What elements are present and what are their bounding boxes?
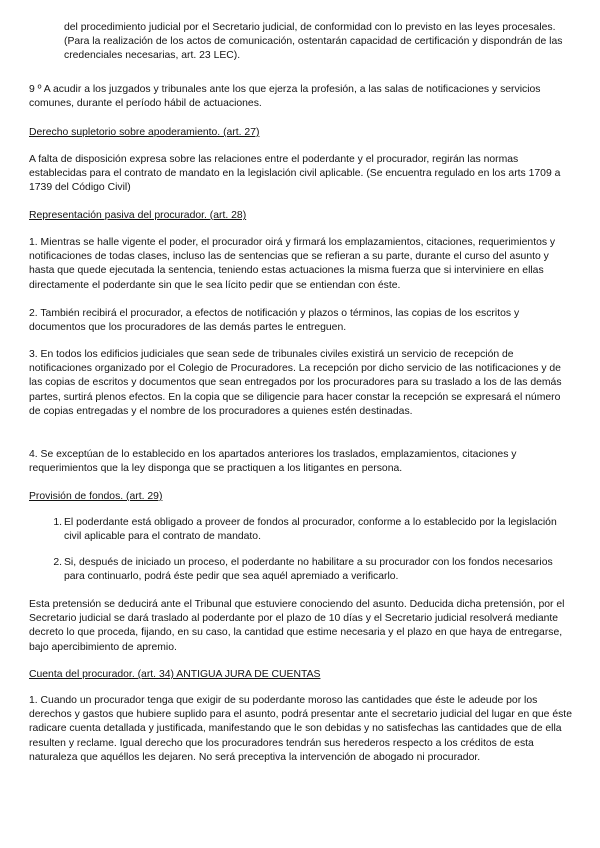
section-heading-provision-fondos: Provisión de fondos. (art. 29) — [29, 491, 163, 502]
section-heading-cuenta-procurador: Cuenta del procurador. (art. 34) ANTIGUA JURA DE CUENTAS — [29, 669, 321, 680]
paragraph-cuenta-1: 1. Cuando un procurador tenga que exigir de su poderdante moroso las cantidades que éste le adeude por los derechos y gastos que hubiere suplido para el asunto, podrá presentar ante el secretario judicial del lugar en que éste radicare cuenta detallada y justificada, manifestando que le son debidas y no satisfechas las cantidades que de ella resulten y reclame. Igual derecho que los procuradores tendrán sus herederos respecto a los créditos de esta naturaleza que aquéllos les dejaren. No será preceptiva la intervención de abogado ni procurador. — [29, 695, 572, 763]
paragraph-pretension: Esta pretensión se deducirá ante el Tribunal que estuviere conociendo del asunto. Deducida dicha pretensión, por el Secretario judicial se dará traslado al poderdante por el plazo de 10 días y el Secretario judicial resolverá mediante decreto lo que proceda, fijando, en su caso, la cantidad que estime necesaria y el plazo en que haya de entregarse, bajo apercibimiento de apremio. — [29, 599, 565, 653]
paragraph-representacion-3: 3. En todos los edificios judiciales que sean sede de tribunales civiles existirá un servicio de recepción de notificaciones organizado por el Colegio de Procuradores. La recepción por dicho servicio de las notificaciones y de las copias de escritos y documentos que sean entregados por los procuradores para su traslado a los de las demás partes, surtirá plenos efectos. En la copia que se diligencie para hacer constar la recepción se expresará el número de copias entregadas y el nombre de los procuradores a quienes estén destinadas. — [29, 349, 562, 417]
list-text: Si, después de iniciado un proceso, el poderdante no habilitare a su procurador con los fondos necesarios para continuarlo, podrá éste pedir que sea aquél apremiado a verificarlo. — [64, 557, 553, 583]
paragraph-derecho-supletorio: A falta de disposición expresa sobre las relaciones entre el poderdante y el procurador, regirán las normas establecidas para el contrato de mandato en la legislación civil aplicable. (Se encuentra regulado en los arts 1709 a 1739 del Código Civil) — [29, 154, 561, 194]
section-heading-representacion-pasiva: Representación pasiva del procurador. (art. 28) — [29, 210, 247, 221]
list-text: El poderdante está obligado a proveer de fondos al procurador, conforme a lo establecido por la legislación civil aplicable para el contrato de mandato. — [64, 517, 557, 543]
paragraph-representacion-1: 1. Mientras se halle vigente el poder, el procurador oirá y firmará los emplazamientos, citaciones, requerimientos y notificaciones de todas clases, incluso las de sentencias que se refieran a su parte, durante el curso del asunto y hasta que quede ejecutada la sentencia, teniendo estas actuaciones la misma fuerza que si interviniere en ellas directamente el poderdante sin que le sea lícito pedir que se entiendan con éste. — [29, 237, 556, 291]
section-heading-derecho-supletorio: Derecho supletorio sobre apoderamiento. (art. 27) — [29, 127, 260, 138]
paragraph-representacion-2: 2. También recibirá el procurador, a efectos de notificación y plazos o términos, las copias de los escritos y documentos que los procuradores de las demás partes le entreguen. — [29, 308, 520, 334]
list-number: 1. — [53, 517, 62, 528]
list-number: 2. — [53, 557, 62, 568]
paragraph-representacion-4: 4. Se exceptúan de lo establecido en los apartados anteriores los traslados, emplazamientos, citaciones y requerimientos que la ley disponga que se practiquen a los litigantes en persona. — [29, 449, 517, 475]
paragraph-continuation: del procedimiento judicial por el Secretario judicial, de conformidad con lo previsto en las leyes procesales. (Para la realización de los actos de comunicación, ostentarán capacidad de certificación y dispondrán de las credenciales necesarias, art. 23 LEC). — [64, 22, 563, 62]
paragraph-item-9: 9 º A acudir a los juzgados y tribunales ante los que ejerza la profesión, a las salas de notificaciones y servicios comunes, durante el período hábil de actuaciones. — [29, 84, 541, 110]
